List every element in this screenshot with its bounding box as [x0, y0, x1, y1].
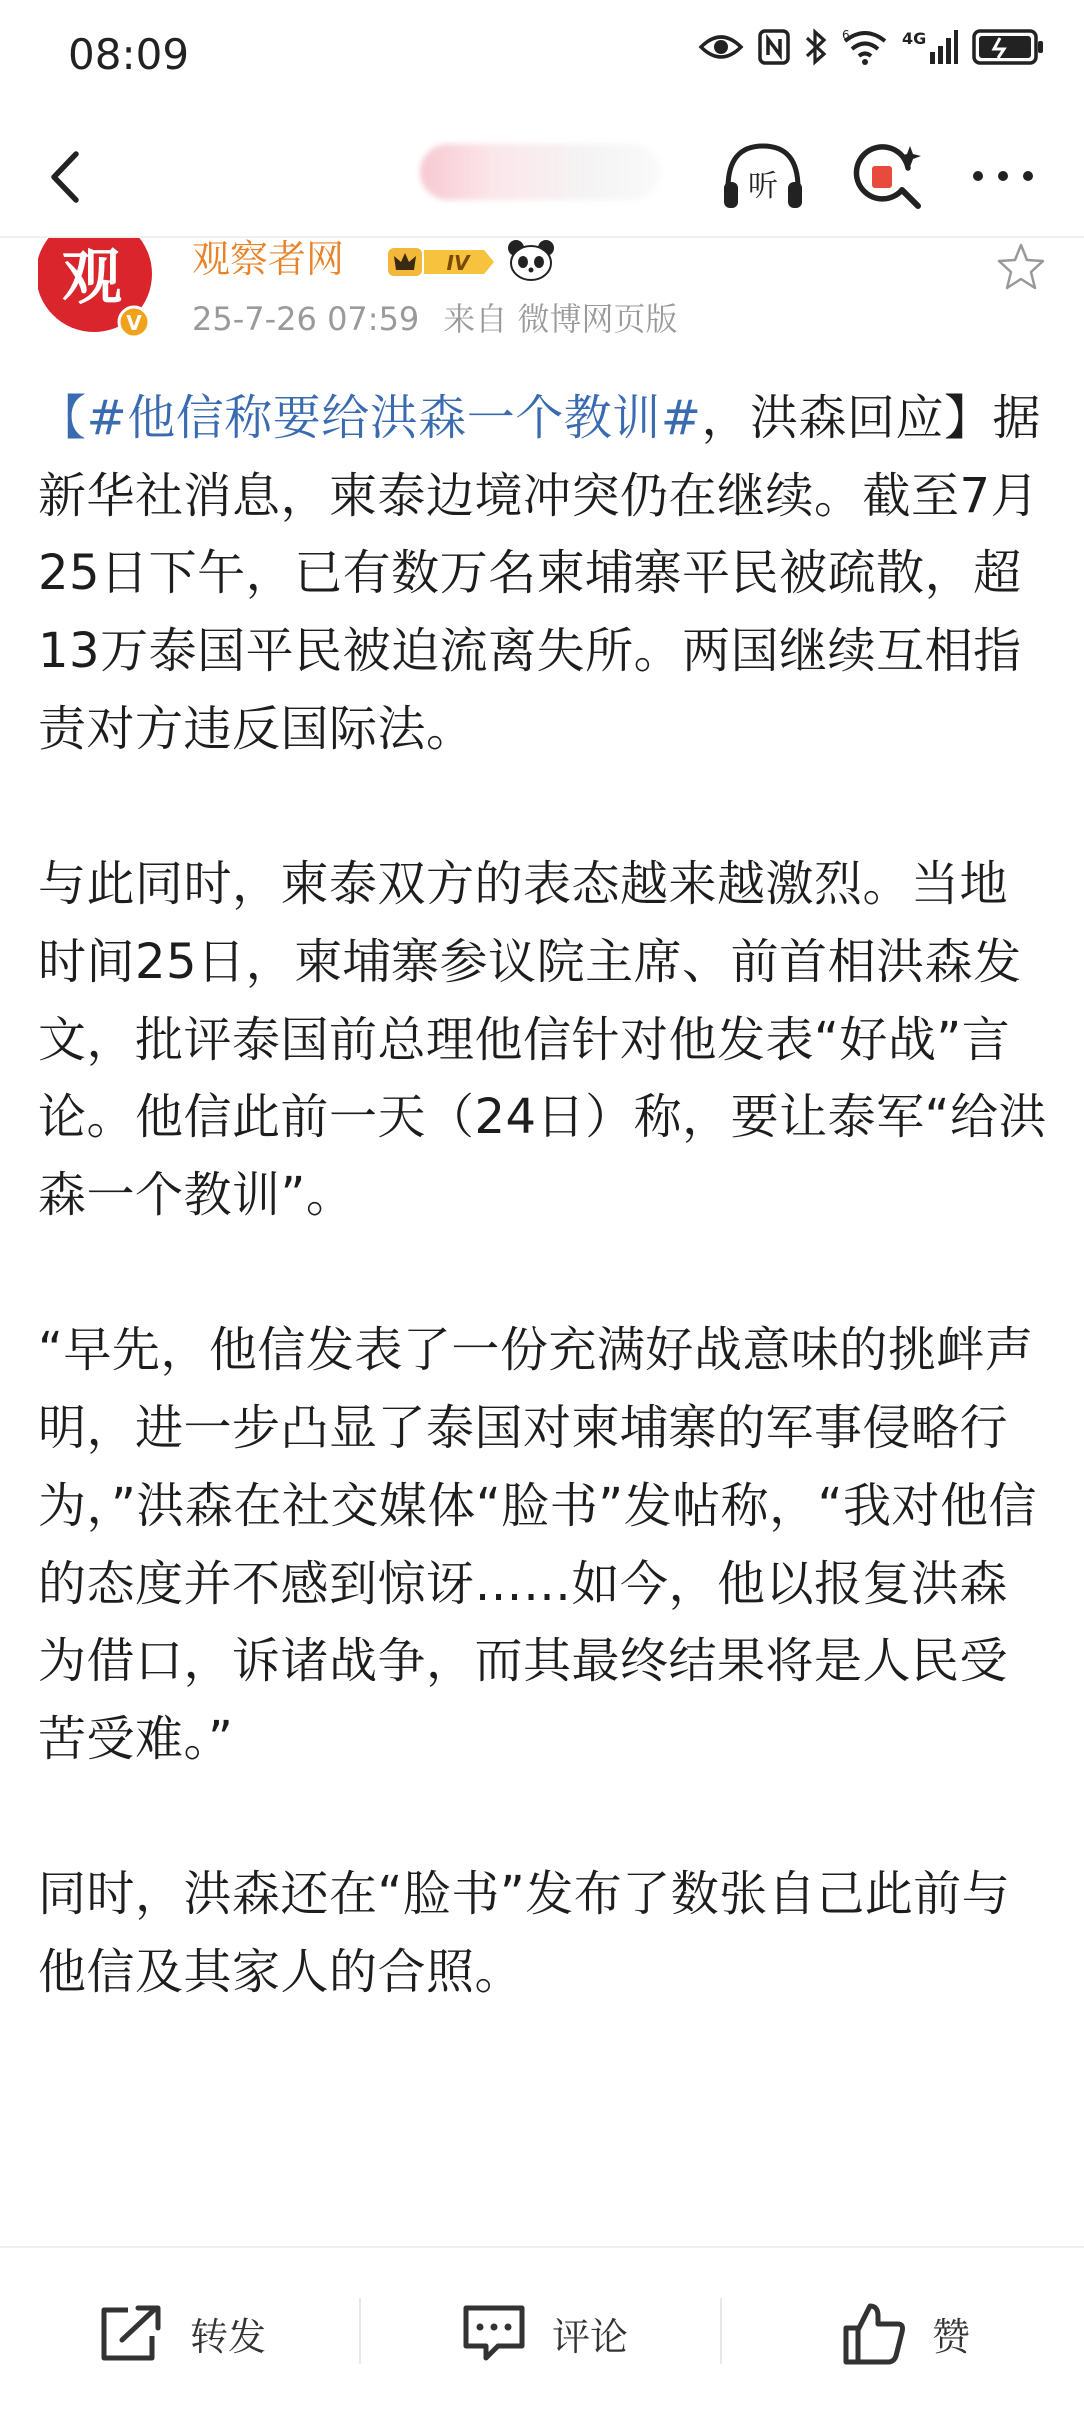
wifi-icon [842, 29, 888, 65]
status-time: 08:09 [68, 30, 190, 79]
like-label: 赞 [932, 2314, 971, 2359]
repost-button[interactable] [98, 2298, 266, 2368]
bottom-action-bar [0, 2246, 1084, 2414]
listen-icon [720, 138, 806, 214]
nfc-icon [758, 29, 790, 65]
eye-icon [698, 31, 744, 63]
svg-text:4G: 4G [902, 29, 927, 48]
search-icon [848, 138, 934, 214]
status-icons [698, 28, 1044, 66]
post-meta [192, 294, 701, 340]
avatar[interactable] [38, 238, 156, 338]
author-name[interactable]: 观察者网 [192, 237, 345, 281]
repost-label: 转发 [190, 2314, 267, 2359]
paragraph-1-text: ，洪森回应】据新华社消息，柬泰边境冲突仍在继续。截至7月25日下午，已有数万名柬埔寨平民被疏散，超13万泰国平民被迫流离失所。两国继续互相指责对方违反国际法。 [38, 390, 1041, 757]
avatar-text: 观 [62, 243, 122, 313]
post-timestamp: 25-7-26 07:59 [192, 300, 420, 338]
paragraph-4: 同时，洪森还在“脸书”发布了数张自己此前与他信及其家人的合照。 [38, 1866, 1011, 2001]
back-icon[interactable] [36, 142, 96, 212]
post-author-header [0, 238, 1084, 348]
blurred-title [420, 144, 660, 200]
panda-icon [506, 238, 556, 282]
badge-level: IV [446, 251, 470, 275]
listen-label: 听 [748, 169, 778, 204]
star-icon[interactable] [994, 240, 1048, 294]
battery-icon [972, 28, 1044, 66]
bluetooth-icon [804, 28, 828, 66]
top-nav-bar [0, 120, 1084, 230]
comment-button[interactable] [460, 2298, 628, 2368]
listen-button[interactable] [720, 138, 806, 214]
signal-4g-icon [902, 28, 958, 66]
member-badge-icon [388, 242, 498, 282]
post-source: 来自 微博网页版 [443, 300, 678, 338]
like-button[interactable] [842, 2298, 970, 2368]
status-bar [0, 0, 1084, 110]
repost-icon [98, 2302, 166, 2364]
more-icon[interactable] [960, 138, 1046, 214]
paragraph-1 [38, 380, 1048, 769]
post-body [38, 380, 1048, 2260]
thumbs-up-icon [842, 2300, 908, 2366]
svg-text:6: 6 [842, 29, 850, 42]
paragraph-2: 与此同时，柬泰双方的表态越来越激烈。当地时间25日，柬埔寨参议院主席、前首相洪森发文，批评泰国前总理他信针对他发表“好战”言论。他信此前一天（24日）称，要让泰军“给洪森一个教训”。 [38, 856, 1047, 1224]
comment-icon [460, 2302, 528, 2364]
svg-text:V: V [126, 311, 142, 335]
search-button[interactable] [848, 138, 934, 214]
comment-label: 评论 [552, 2314, 629, 2359]
paragraph-3: “早先，他信发表了一份充满好战意味的挑衅声明，进一步凸显了泰国对柬埔寨的军事侵略行为，”洪森在社交媒体“脸书”发帖称，“我对他信的态度并不感到惊讶……如今，他以报复洪森为借口，诉诸战争，而其最终结果将是人民受苦受难。” [38, 1322, 1037, 1767]
bottom-divider [720, 2298, 722, 2364]
bottom-divider [359, 2298, 361, 2364]
hashtag-link[interactable]: 【#他信称要给洪森一个教训# [38, 390, 702, 446]
